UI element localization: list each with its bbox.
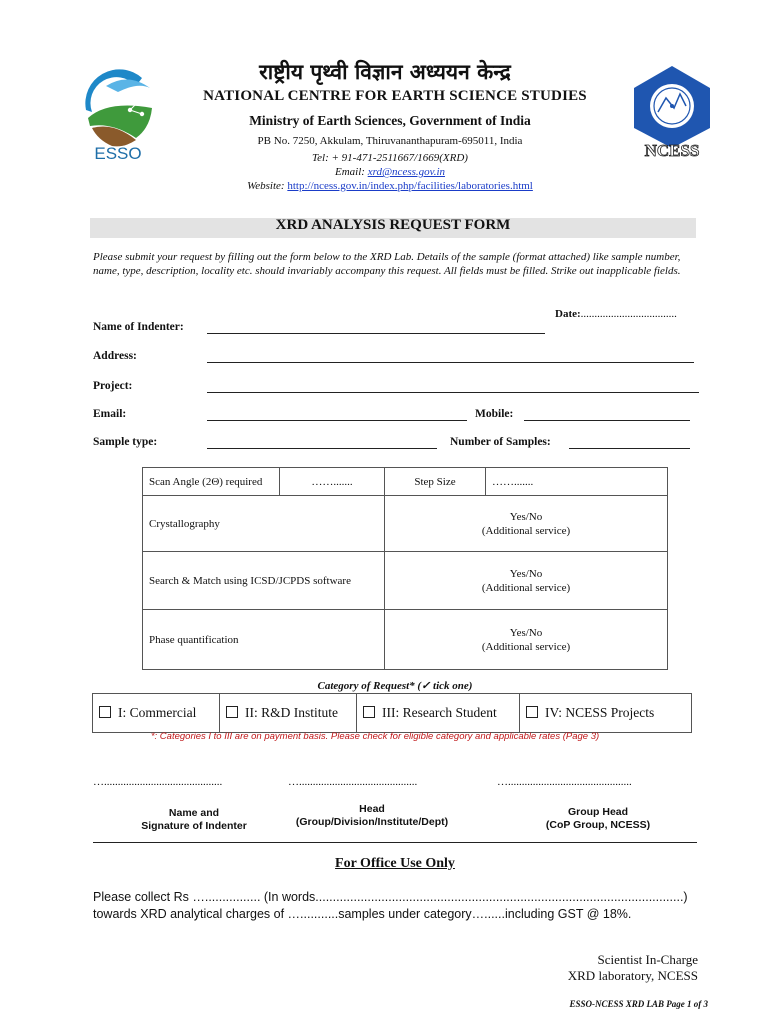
indenter-signature-caption (118, 806, 270, 833)
checkbox-icon[interactable] (226, 706, 238, 718)
head-signature-caption (282, 803, 462, 829)
indenter-caption-line1: Name and (168, 807, 220, 819)
scan-angle-value[interactable]: ……....... (280, 468, 385, 496)
category-option-label: II: R&D Institute (245, 705, 338, 720)
email-line (0, 166, 770, 178)
head-signature-line[interactable]: …........................................... (288, 776, 418, 788)
email-input-line[interactable] (207, 420, 467, 421)
category-option-student[interactable] (357, 694, 520, 733)
category-option-label: IV: NCESS Projects (545, 705, 655, 720)
project-label: Project: (93, 380, 133, 392)
hindi-title: राष्ट्रीय पृथ्वी विज्ञान अध्ययन केन्द्र (259, 60, 511, 84)
service-answer-cell[interactable] (385, 610, 668, 670)
category-table (92, 693, 692, 733)
mobile-label: Mobile: (475, 408, 514, 420)
address-input-line[interactable] (207, 362, 694, 363)
office-use-title: For Office Use Only (335, 856, 455, 871)
category-option-label: I: Commercial (118, 705, 197, 720)
xrd-lab-name: XRD laboratory, NCESS (567, 968, 698, 983)
category-option-label: III: Research Student (382, 705, 497, 720)
service-note: (Additional service) (481, 640, 571, 653)
num-samples-input-line[interactable] (569, 448, 690, 449)
tel-line: Tel: + 91-471-2511667/1669(XRD) (312, 152, 468, 164)
address-label: Address: (93, 350, 137, 362)
category-option-commercial[interactable] (93, 694, 220, 733)
website-label: Website: (247, 180, 288, 192)
step-size-value[interactable]: ……....... (486, 468, 668, 496)
esso-logo-text: ESSO (94, 144, 142, 162)
group-head-caption-line1: Group Head (567, 806, 629, 818)
service-note: (Additional service) (481, 524, 571, 537)
service-answer-cell[interactable] (385, 552, 668, 610)
ministry-line: Ministry of Earth Sciences, Government of India (249, 113, 531, 128)
page-footer: ESSO-NCESS XRD LAB Page 1 of 3 (569, 999, 708, 1009)
head-caption-line1: Head (359, 803, 385, 815)
service-name: Crystallography (143, 496, 385, 552)
indenter-label: Name of Indenter: (93, 321, 184, 333)
num-samples-label: Number of Samples: (450, 436, 551, 448)
scientist-in-charge: Scientist In-Charge (597, 952, 698, 967)
project-input-line[interactable] (207, 392, 699, 393)
service-row (143, 610, 668, 670)
service-answer: Yes/No (509, 567, 543, 580)
divider (93, 842, 697, 843)
email-link[interactable]: xrd@ncess.gov.in (367, 166, 446, 178)
email-label: Email: (334, 166, 368, 178)
org-name: NATIONAL CENTRE FOR EARTH SCIENCE STUDIES (203, 88, 587, 104)
checkbox-icon[interactable] (363, 706, 375, 718)
service-note: (Additional service) (481, 581, 571, 594)
indenter-caption-line2: Signature of Indenter (141, 820, 247, 832)
sample-type-input-line[interactable] (207, 448, 437, 449)
date-dots: ................................... (580, 308, 677, 320)
postal-address: PB No. 7250, Akkulam, Thiruvananthapuram-695011, India (257, 135, 523, 147)
service-answer: Yes/No (509, 510, 543, 523)
sample-type-label: Sample type: (93, 436, 158, 448)
website-line (0, 180, 770, 192)
category-title: Category of Request* (✓ tick one) (317, 680, 473, 692)
scan-angle-label: Scan Angle (2Θ) required (143, 468, 280, 496)
date-field[interactable] (555, 308, 677, 320)
group-head-signature-caption (518, 806, 678, 832)
checkbox-icon[interactable] (526, 706, 538, 718)
service-row (143, 552, 668, 610)
form-title: XRD ANALYSIS REQUEST FORM (275, 217, 511, 233)
scan-row (143, 468, 668, 496)
mobile-input-line[interactable] (524, 420, 690, 421)
form-intro: Please submit your request by filling out the form below to the XRD Lab. Details of the sample (format attached) like sample number, name, type, description, locality etc. should invariably accompany this request. All fields must be filled. Strike out inapplicable fields. (93, 251, 681, 277)
step-size-label: Step Size (385, 468, 486, 496)
services-table (142, 467, 668, 670)
date-label: Date: (555, 308, 581, 320)
category-note: *: Categories I to III are on payment basis. Please check for eligible category and applicable rates (Page 3) (150, 731, 600, 742)
indenter-signature-line[interactable]: …........................................... (93, 776, 223, 788)
category-option-rnd[interactable] (220, 694, 357, 733)
office-collect-line: Please collect Rs …................ (In words..........................................................................................................) (93, 890, 688, 904)
email-field-label: Email: (93, 408, 127, 420)
group-head-caption-line2: (CoP Group, NCESS) (545, 819, 651, 831)
checkbox-icon[interactable] (99, 706, 111, 718)
category-option-ncess[interactable] (520, 694, 692, 733)
service-row (143, 496, 668, 552)
group-head-signature-line[interactable]: …............................................. (497, 776, 632, 788)
service-name: Search & Match using ICSD/JCPDS software (143, 552, 385, 610)
service-answer-cell[interactable] (385, 496, 668, 552)
website-link[interactable]: http://ncess.gov.in/index.php/facilities/laboratories.html (287, 180, 533, 192)
office-charges-line: towards XRD analytical charges of …...........samples under category…......including GST @ 18%. (93, 907, 632, 921)
service-name: Phase quantification (143, 610, 385, 670)
head-caption-line2: (Group/Division/Institute/Dept) (295, 816, 449, 828)
ncess-logo-text: NCESS (644, 141, 700, 158)
service-answer: Yes/No (509, 626, 543, 639)
indenter-input-line[interactable] (207, 333, 545, 334)
